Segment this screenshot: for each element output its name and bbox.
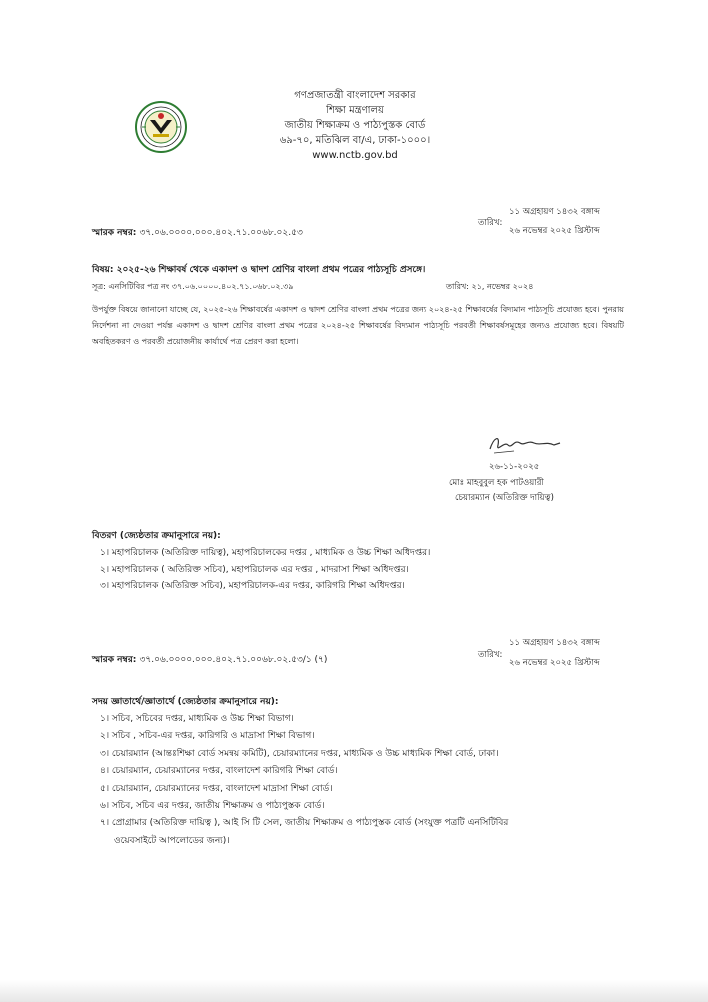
header-govt: গণপ্রজাতন্ত্রী বাংলাদেশ সরকার — [294, 90, 416, 101]
list-item: ১। মহাপরিচালক (অতিরিক্ত দায়িত্ব), মহাপরিচালকের দপ্তর , মাধ্যমিক ও উচ্চ শিক্ষা অধিদপ্তর। — [100, 548, 431, 558]
header-ministry: শিক্ষা মন্ত্রণালয় — [326, 105, 384, 116]
list-item: ওয়েবসাইটে আপলোডের জন্য)। — [114, 835, 230, 846]
copies-heading: সদয় জ্ঞাতার্থে/জ্ঞাতার্থে (জ্যেষ্ঠতার ক্রমানুসারে নয়): — [92, 697, 279, 707]
letter-body: উপর্যুক্ত বিষয়ে জানানো যাচ্ছে যে, ২০২৫-২৬ শিক্ষাবর্ষের একাদশ ও দ্বাদশ শ্রেণির বাংলা প্রথম পত্রের জন্য ২০২৪-২৫ শিক্ষাবর্ষের বিদ্যমান পাঠ্যসূচি প্রযোজ্য হবে। পুনরায় নির্দেশনা না দেওয়া পর্যন্ত একাদশ ও দ্বাদশ শ্রেণির বাংলা প্রথম পত্রের ২০২৪-২৫ শিক্ষাবর্ষের বিদ্যমান পাঠ্যসূচি পরবর্তী শিক্ষাবর্ষসমূহের জন্যও প্রযোজ্য হবে। বিষয়টি অবহিতকরণ ও পরবর্তী প্রয়োজনীয় কার্যার্থে পত্র প্রেরণ করা হলো। — [92, 305, 624, 346]
memo-label: স্মারক নম্বর: — [92, 655, 137, 665]
date-bangla-1: ১১ অগ্রহায়ণ ১৪৩২ বঙ্গাব্দ — [509, 207, 600, 217]
memo-value: ৩৭.০৬.০০০০.০০০.৪০২.৭১.০০৬৮.০২.৫৩/১ (৭) — [139, 655, 328, 665]
header-board: জাতীয় শিক্ষাক্রম ও পাঠ্যপুস্তক বোর্ড — [284, 120, 426, 131]
date-label-1: তারিখ: — [478, 218, 503, 228]
memo-number-1 — [92, 225, 303, 240]
signatory-title: চেয়ারম্যান (অতিরিক্ত দায়িত্ব) — [455, 493, 554, 503]
list-item: ৫। চেয়ারম্যান, চেয়ারম্যানের দপ্তর, বাংলাদেশ মাদ্রাসা শিক্ষা বোর্ড। — [100, 783, 333, 794]
copies-list — [100, 711, 508, 850]
memo-label: স্মারক নম্বর: — [92, 228, 137, 238]
memo-number-2 — [92, 652, 327, 667]
header-website[interactable]: www.nctb.gov.bd — [312, 150, 398, 161]
source-date: তারিখ: ২১, নভেম্বর ২০২৪ — [446, 282, 534, 291]
signatory-name: মোঃ মাহবুবুল হক পাটওয়ারী — [449, 478, 544, 488]
distribution-heading: বিতরণ (জ্যেষ্ঠতার ক্রমানুসারে নয়): — [92, 531, 221, 541]
list-item: ৩। মহাপরিচালক (অতিরিক্ত সচিব), মহাপরিচালক-এর দপ্তর, কারিগরি শিক্ষা অধিদপ্তর। — [100, 581, 405, 591]
list-item: ৭। প্রোগ্রামার (অতিরিক্ত দায়িত্ব ), আই সি টি সেল, জাতীয় শিক্ষাক্রম ও পাঠ্যপুস্তক বোর্ড (সংযুক্ত পত্রটি এনসিটিবির — [100, 818, 509, 829]
memo-value: ৩৭.০৬.০০০০.০০০.৪০২.৭১.০০৬৮.০২.৫৩ — [139, 228, 303, 238]
source-reference: সূত্র: এনসিটিবির পত্র নং ৩৭.০৬.০০০০.৪০২.৭১.০৬৮.০২.৩৯ — [92, 282, 294, 291]
date-gregorian-2: ২৬ নভেম্বর ২০২৫ খ্রিস্টাব্দ — [509, 658, 600, 668]
date-bangla-2: ১১ অগ্রহায়ণ ১৪৩২ বঙ্গাব্দ — [509, 638, 600, 648]
list-item: ১। সচিব, সচিবের দপ্তর, মাধ্যমিক ও উচ্চ শিক্ষা বিভাগ। — [100, 714, 294, 724]
list-item: ৩। চেয়ারম্যান (আন্তঃশিক্ষা বোর্ড সমন্বয় কমিটি), চেয়ারম্যানের দপ্তর, মাধ্যমিক ও উচ্চ মাধ্যমিক শিক্ষা বোর্ড, ঢাকা। — [100, 748, 499, 759]
subject-text: ২০২৫-২৬ শিক্ষাবর্ষ থেকে একাদশ ও দ্বাদশ শ্রেণির বাংলা প্রথম পত্রের পাঠ্যসূচি প্রসঙ্গে। — [116, 265, 426, 275]
subject-label: বিষয়: — [92, 265, 114, 275]
header-address: ৬৯-৭০, মতিঝিল বা/এ, ঢাকা-১০০০। — [279, 135, 431, 146]
list-item: ৪। চেয়ারম্যান, চেয়ারম্যানের দপ্তর, বাংলাদেশ কারিগরি শিক্ষা বোর্ড। — [100, 766, 338, 777]
list-item: ২। সচিব , সচিব-এর দপ্তর, কারিগরি ও মাদ্রাসা শিক্ষা বিভাগ। — [100, 731, 315, 742]
page-bottom-edge — [0, 980, 708, 1002]
signature-date: ২৬-১১-২০২৫ — [489, 462, 540, 472]
distribution-list — [100, 545, 430, 595]
list-item: ২। মহাপরিচালক ( অতিরিক্ত সচিব), মহাপরিচালক এর দপ্তর , মাদরাসা শিক্ষা অধিদপ্তর। — [100, 564, 409, 575]
date-gregorian-1: ২৬ নভেম্বর ২০২৫ খ্রিস্টাব্দ — [509, 226, 600, 236]
signature-icon — [484, 431, 564, 457]
nctb-seal-icon — [134, 100, 188, 154]
list-item: ৬। সচিব, সচিব এর দপ্তর, জাতীয় শিক্ষাক্রম ও পাঠ্যপুস্তক বোর্ড। — [100, 801, 325, 812]
date-label-2: তারিখ: — [478, 650, 503, 660]
subject-line — [92, 262, 425, 277]
